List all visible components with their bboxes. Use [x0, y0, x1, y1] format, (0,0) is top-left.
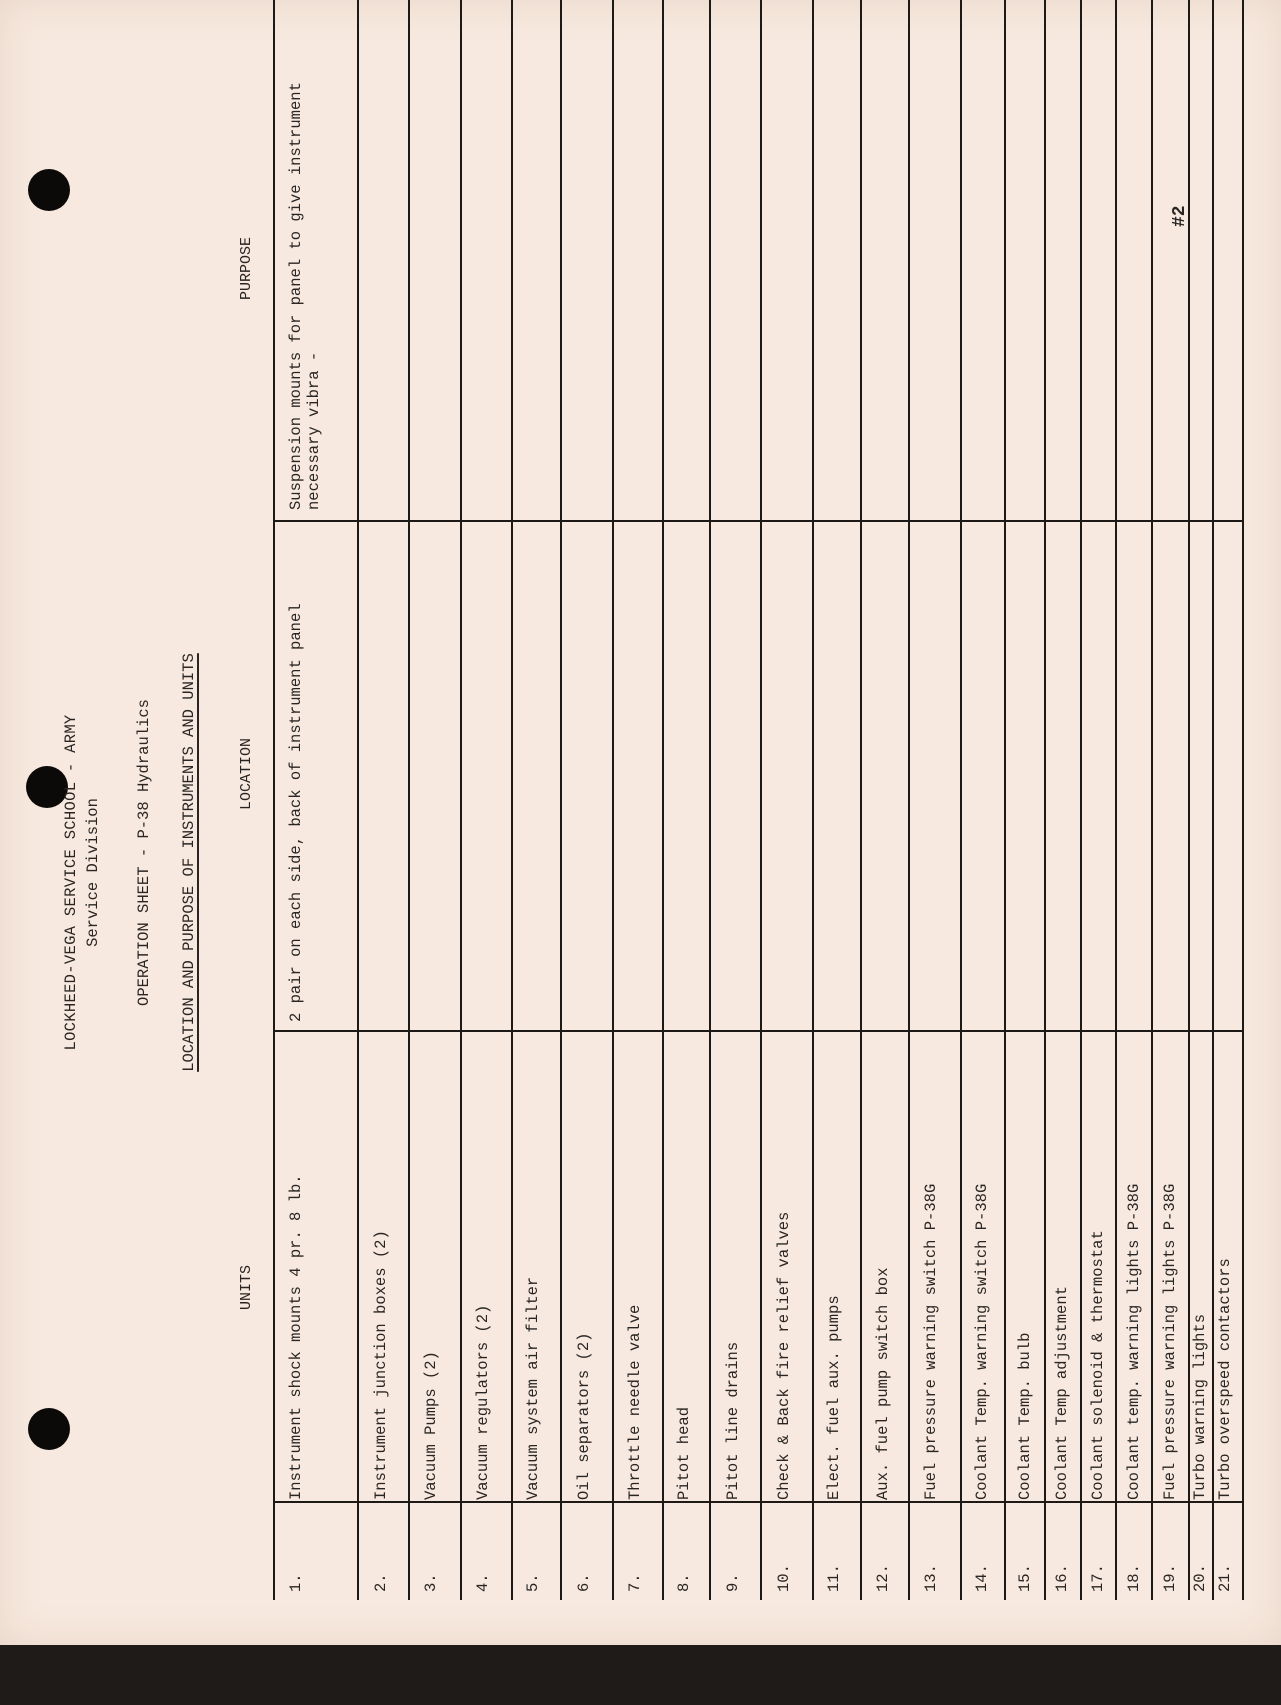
- sheet-heading: [180, 40, 198, 1685]
- row-number: 6.: [575, 1573, 593, 1592]
- table-rule: [812, 0, 814, 1600]
- table-rule: [1004, 0, 1006, 1600]
- row-number: 11.: [825, 1564, 843, 1592]
- location-purpose-divider: [273, 520, 1242, 522]
- table-rule: [1151, 0, 1153, 1600]
- column-header-location: LOCATION: [238, 737, 255, 810]
- row-number: 19.: [1161, 1564, 1179, 1592]
- row-number: 20.: [1191, 1564, 1209, 1592]
- school-title: LOCKHEED-VEGA SERVICE SCHOOL - ARMY: [62, 714, 80, 1051]
- row-unit: Vacuum Pumps (2): [422, 1351, 440, 1500]
- row-unit: Coolant temp. warning lights P-38G: [1125, 1183, 1143, 1500]
- table-rule: [560, 0, 562, 1600]
- operation-sheet-title: OPERATION SHEET - P-38 Hydraulics: [135, 699, 153, 1006]
- row-unit: Coolant Temp. warning switch P-38G: [973, 1183, 991, 1500]
- row-number: 3.: [422, 1573, 440, 1592]
- table-rule: [1212, 0, 1214, 1600]
- row-unit: Instrument shock mounts 4 pr. 8 lb.: [287, 1174, 305, 1500]
- column-header-units: UNITS: [238, 1264, 255, 1310]
- row-unit: Pitot head: [675, 1406, 693, 1500]
- row-unit: Turbo warning lights: [1191, 1313, 1209, 1500]
- units-location-divider: [273, 1030, 1242, 1032]
- row-number: 15.: [1016, 1564, 1034, 1592]
- row-number: 21.: [1216, 1564, 1234, 1592]
- row-number: 9.: [724, 1573, 742, 1592]
- table-rule: [662, 0, 664, 1600]
- table-rule: [860, 0, 862, 1600]
- row-unit: Instrument junction boxes (2): [372, 1230, 390, 1500]
- row-number: 7.: [626, 1573, 644, 1592]
- table-rule: [960, 0, 962, 1600]
- table-rule: [1242, 0, 1244, 1600]
- row-number: 2.: [372, 1573, 390, 1592]
- table-rule: [1115, 0, 1117, 1600]
- row-number: 18.: [1125, 1564, 1143, 1592]
- row-unit: Fuel pressure warning switch P-38G: [922, 1183, 940, 1500]
- column-header-purpose: PURPOSE: [238, 236, 255, 300]
- row-unit: Vacuum system air filter: [524, 1276, 542, 1500]
- row-number: 1.: [287, 1573, 305, 1592]
- table-rule: [1188, 0, 1190, 1600]
- row-number: 14.: [973, 1564, 991, 1592]
- table-rule: [460, 0, 462, 1600]
- table-rule: [273, 0, 275, 1600]
- row-unit: Fuel pressure warning lights P-38G: [1161, 1183, 1179, 1500]
- row-unit: Check & Back fire relief valves: [775, 1211, 793, 1500]
- row-purpose: Suspension mounts for panel to give instrument necessary vibra -: [287, 82, 323, 510]
- table-rule: [1044, 0, 1046, 1600]
- row-unit: Coolant Temp. bulb: [1016, 1332, 1034, 1500]
- table-rule: [908, 0, 910, 1600]
- row-unit: Vacuum regulators (2): [474, 1304, 492, 1500]
- table-rule: [408, 0, 410, 1600]
- row-number: 4.: [474, 1573, 492, 1592]
- row-location: 2 pair on each side, back of instrument panel: [287, 603, 305, 1022]
- row-unit: Throttle needle valve: [626, 1304, 644, 1500]
- row-number: 12.: [874, 1564, 892, 1592]
- row-number: 13.: [922, 1564, 940, 1592]
- row-number: 16.: [1053, 1564, 1071, 1592]
- number-column-divider: [273, 1501, 1242, 1503]
- table-rule: [511, 0, 513, 1600]
- row-unit: Pitot line drains: [724, 1341, 742, 1500]
- table-rule: [612, 0, 614, 1600]
- row-unit: Oil separators (2): [575, 1332, 593, 1500]
- row-number: 8.: [675, 1573, 693, 1592]
- division-subtitle: Service Division: [84, 798, 102, 947]
- row-unit: Turbo overspeed contactors: [1216, 1258, 1234, 1500]
- row-number: 10.: [775, 1564, 793, 1592]
- table-rule: [1080, 0, 1082, 1600]
- sheet-heading-text: LOCATION AND PURPOSE OF INSTRUMENTS AND UNITS: [180, 653, 198, 1072]
- row-unit: Aux. fuel pump switch box: [874, 1267, 892, 1500]
- table-rule: [709, 0, 711, 1600]
- table-rule: [357, 0, 359, 1600]
- row-unit: Elect. fuel aux. pumps: [825, 1295, 843, 1500]
- row-number: 17.: [1089, 1564, 1107, 1592]
- row-number: 5.: [524, 1573, 542, 1592]
- table-rule: [760, 0, 762, 1600]
- page-number-mark: #2: [1170, 205, 1190, 227]
- row-unit: Coolant Temp adjustment: [1053, 1286, 1071, 1500]
- row-unit: Coolant solenoid & thermostat: [1089, 1230, 1107, 1500]
